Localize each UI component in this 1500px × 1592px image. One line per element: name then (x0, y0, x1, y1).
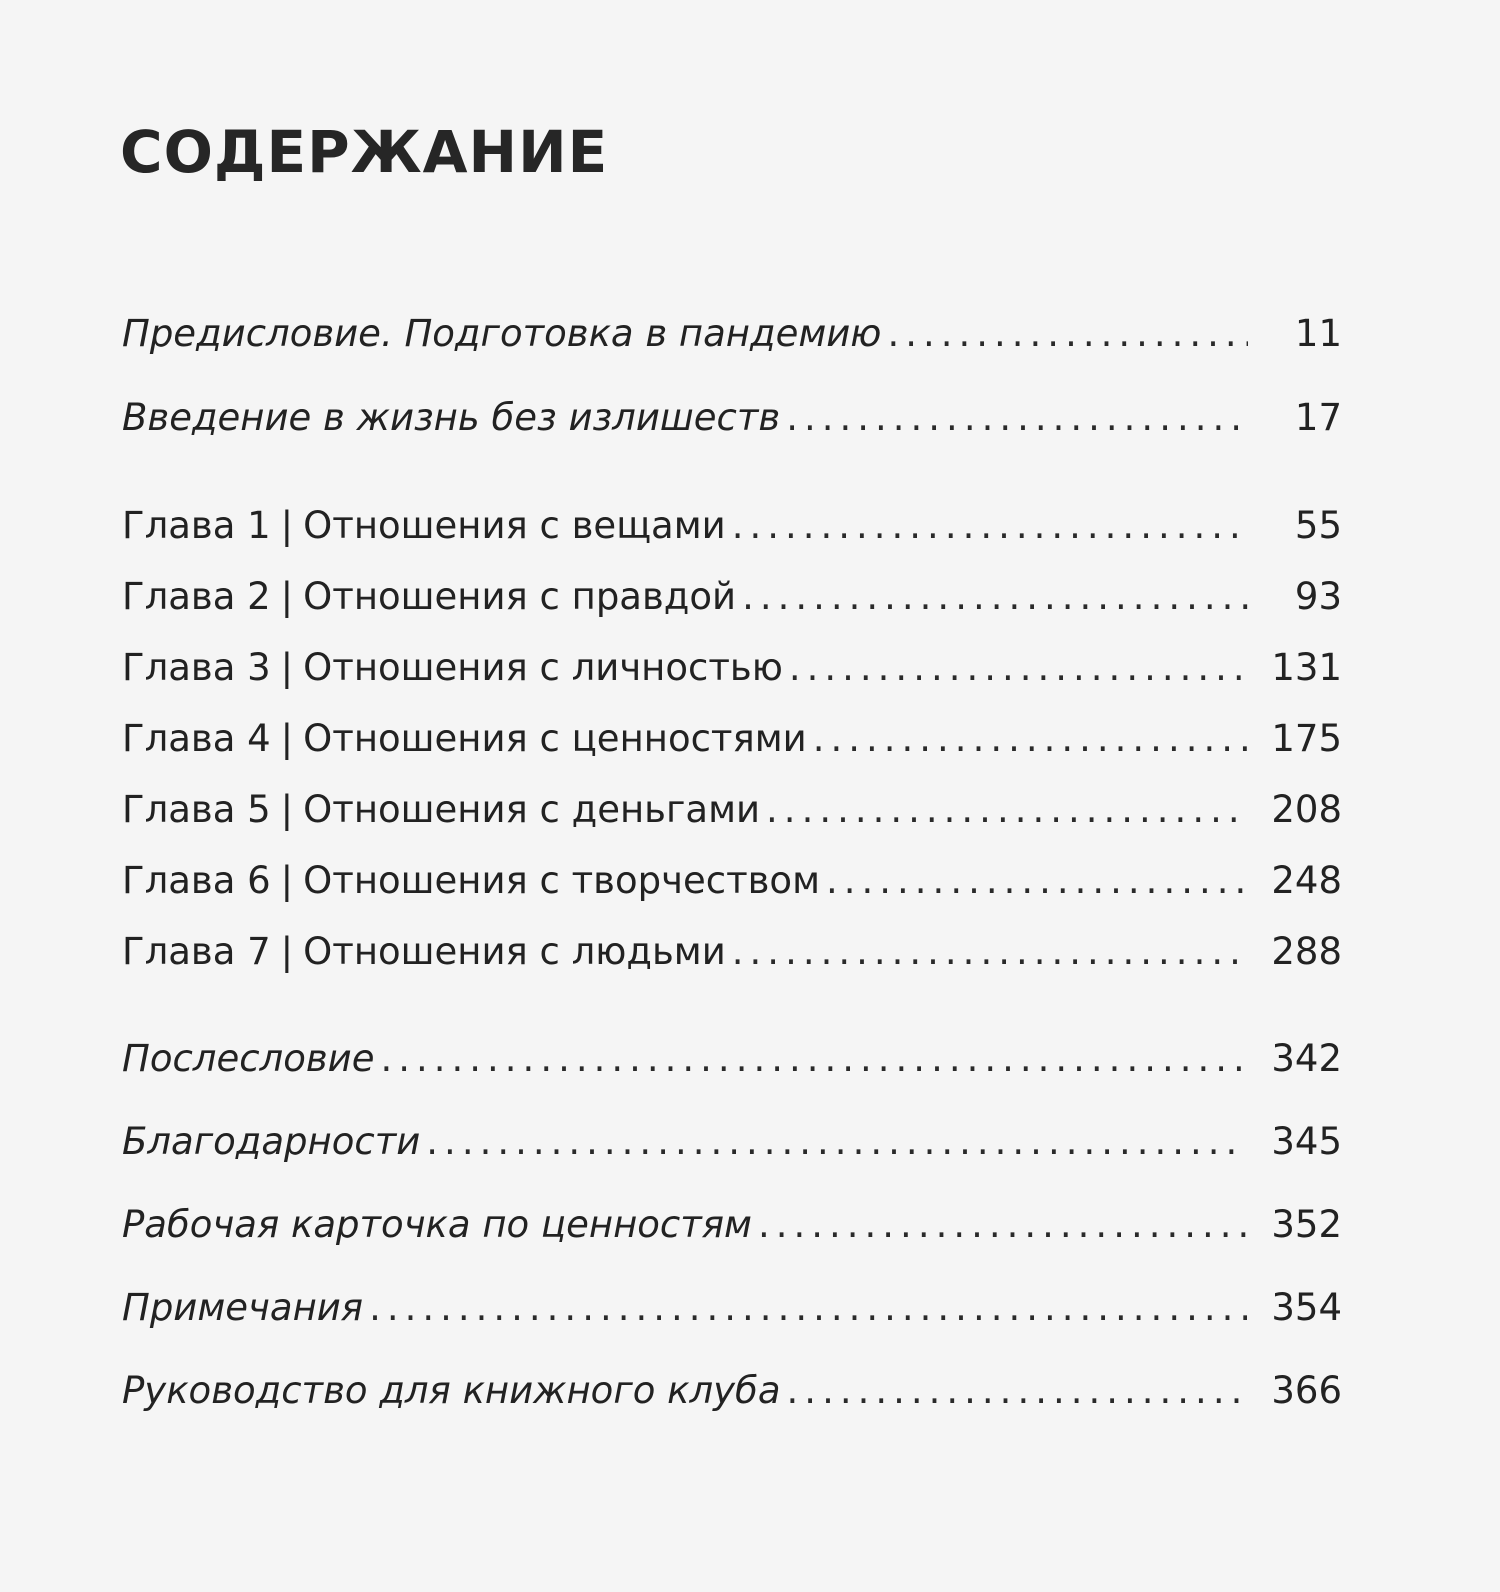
toc-entry-title: Введение в жизнь без излишеств (122, 396, 781, 439)
chapter-number: Глава 1 (122, 504, 271, 547)
dot-leader (732, 930, 1248, 974)
toc-entry-notes (122, 1286, 1342, 1330)
toc-entry-acknowledgements (122, 1120, 1342, 1164)
chapter-title: Отношения с ценностями (303, 717, 807, 760)
toc-entry-values-worksheet (122, 1203, 1342, 1247)
toc-page-number: 208 (1271, 788, 1342, 831)
dot-leader (887, 312, 1248, 356)
toc-entry-title (122, 859, 820, 903)
toc-entry-title: Руководство для книжного клуба (122, 1369, 781, 1412)
toc-entry-chapter-6 (122, 859, 1342, 903)
toc-entry-title: Послесловие (122, 1037, 375, 1080)
chapter-separator: | (280, 646, 294, 689)
chapter-separator: | (280, 575, 294, 618)
chapter-title: Отношения с деньгами (303, 788, 761, 831)
toc-entry-title (122, 575, 736, 619)
dot-leader (826, 859, 1247, 903)
dot-leader (732, 504, 1248, 548)
chapter-title: Отношения с творчеством (303, 859, 820, 902)
toc-page-number: 342 (1271, 1037, 1342, 1080)
toc-entry-title (122, 504, 726, 548)
toc-page-number: 131 (1271, 646, 1342, 689)
chapter-separator: | (280, 859, 294, 902)
chapter-number: Глава 6 (122, 859, 271, 902)
toc-entry-title: Благодарности (122, 1120, 421, 1163)
toc-page-number: 17 (1294, 396, 1342, 439)
toc-entry-introduction (122, 396, 1342, 440)
chapter-separator: | (280, 717, 294, 760)
toc-entry-title (122, 646, 783, 690)
dot-leader (380, 1037, 1247, 1081)
dot-leader (766, 788, 1247, 832)
dot-leader (787, 1369, 1248, 1413)
toc-entry-afterword (122, 1037, 1342, 1081)
toc-entry-book-club-guide (122, 1369, 1342, 1413)
toc-page-number: 248 (1271, 859, 1342, 902)
dot-leader (758, 1203, 1247, 1247)
toc-page-number: 175 (1271, 717, 1342, 760)
chapter-title: Отношения с правдой (303, 575, 737, 618)
chapter-number: Глава 2 (122, 575, 271, 618)
dot-leader (813, 717, 1248, 761)
chapter-title: Отношения с личностью (303, 646, 783, 689)
dot-leader (789, 646, 1248, 690)
toc-entry-chapter-7 (122, 930, 1342, 974)
toc-entry-chapter-3 (122, 646, 1342, 690)
toc-page-number: 93 (1294, 575, 1342, 618)
toc-page-number: 11 (1294, 312, 1342, 355)
chapter-number: Глава 3 (122, 646, 271, 689)
toc-page-number: 55 (1294, 504, 1342, 547)
chapter-title: Отношения с вещами (303, 504, 726, 547)
dot-leader (742, 575, 1248, 619)
toc-entry-title: Предисловие. Подготовка в пандемию (122, 312, 882, 355)
toc-page-number: 345 (1271, 1120, 1342, 1163)
chapter-number: Глава 7 (122, 930, 271, 973)
toc-entry-chapter-5 (122, 788, 1342, 832)
chapter-separator: | (280, 788, 294, 831)
toc-entry-title: Рабочая карточка по ценностям (122, 1203, 752, 1246)
toc-entry-title (122, 717, 807, 761)
toc-entry-title (122, 930, 726, 974)
toc-page-number: 354 (1271, 1286, 1342, 1329)
toc-entry-chapter-4 (122, 717, 1342, 761)
dot-leader (369, 1286, 1247, 1330)
toc-page-number: 366 (1271, 1369, 1342, 1412)
chapter-separator: | (280, 930, 294, 973)
toc-page-number: 288 (1271, 930, 1342, 973)
chapter-separator: | (280, 504, 294, 547)
toc-page-number: 352 (1271, 1203, 1342, 1246)
toc-entry-chapter-1 (122, 504, 1342, 548)
chapter-title: Отношения с людьми (303, 930, 726, 973)
chapter-number: Глава 4 (122, 717, 271, 760)
toc-entry-title (122, 788, 760, 832)
chapter-number: Глава 5 (122, 788, 271, 831)
dot-leader (786, 396, 1248, 440)
page-title: СОДЕРЖАНИЕ (120, 118, 609, 186)
toc-entry-chapter-2 (122, 575, 1342, 619)
toc-entry-title: Примечания (122, 1286, 364, 1329)
dot-leader (426, 1120, 1247, 1164)
toc-entry-preface (122, 312, 1342, 356)
